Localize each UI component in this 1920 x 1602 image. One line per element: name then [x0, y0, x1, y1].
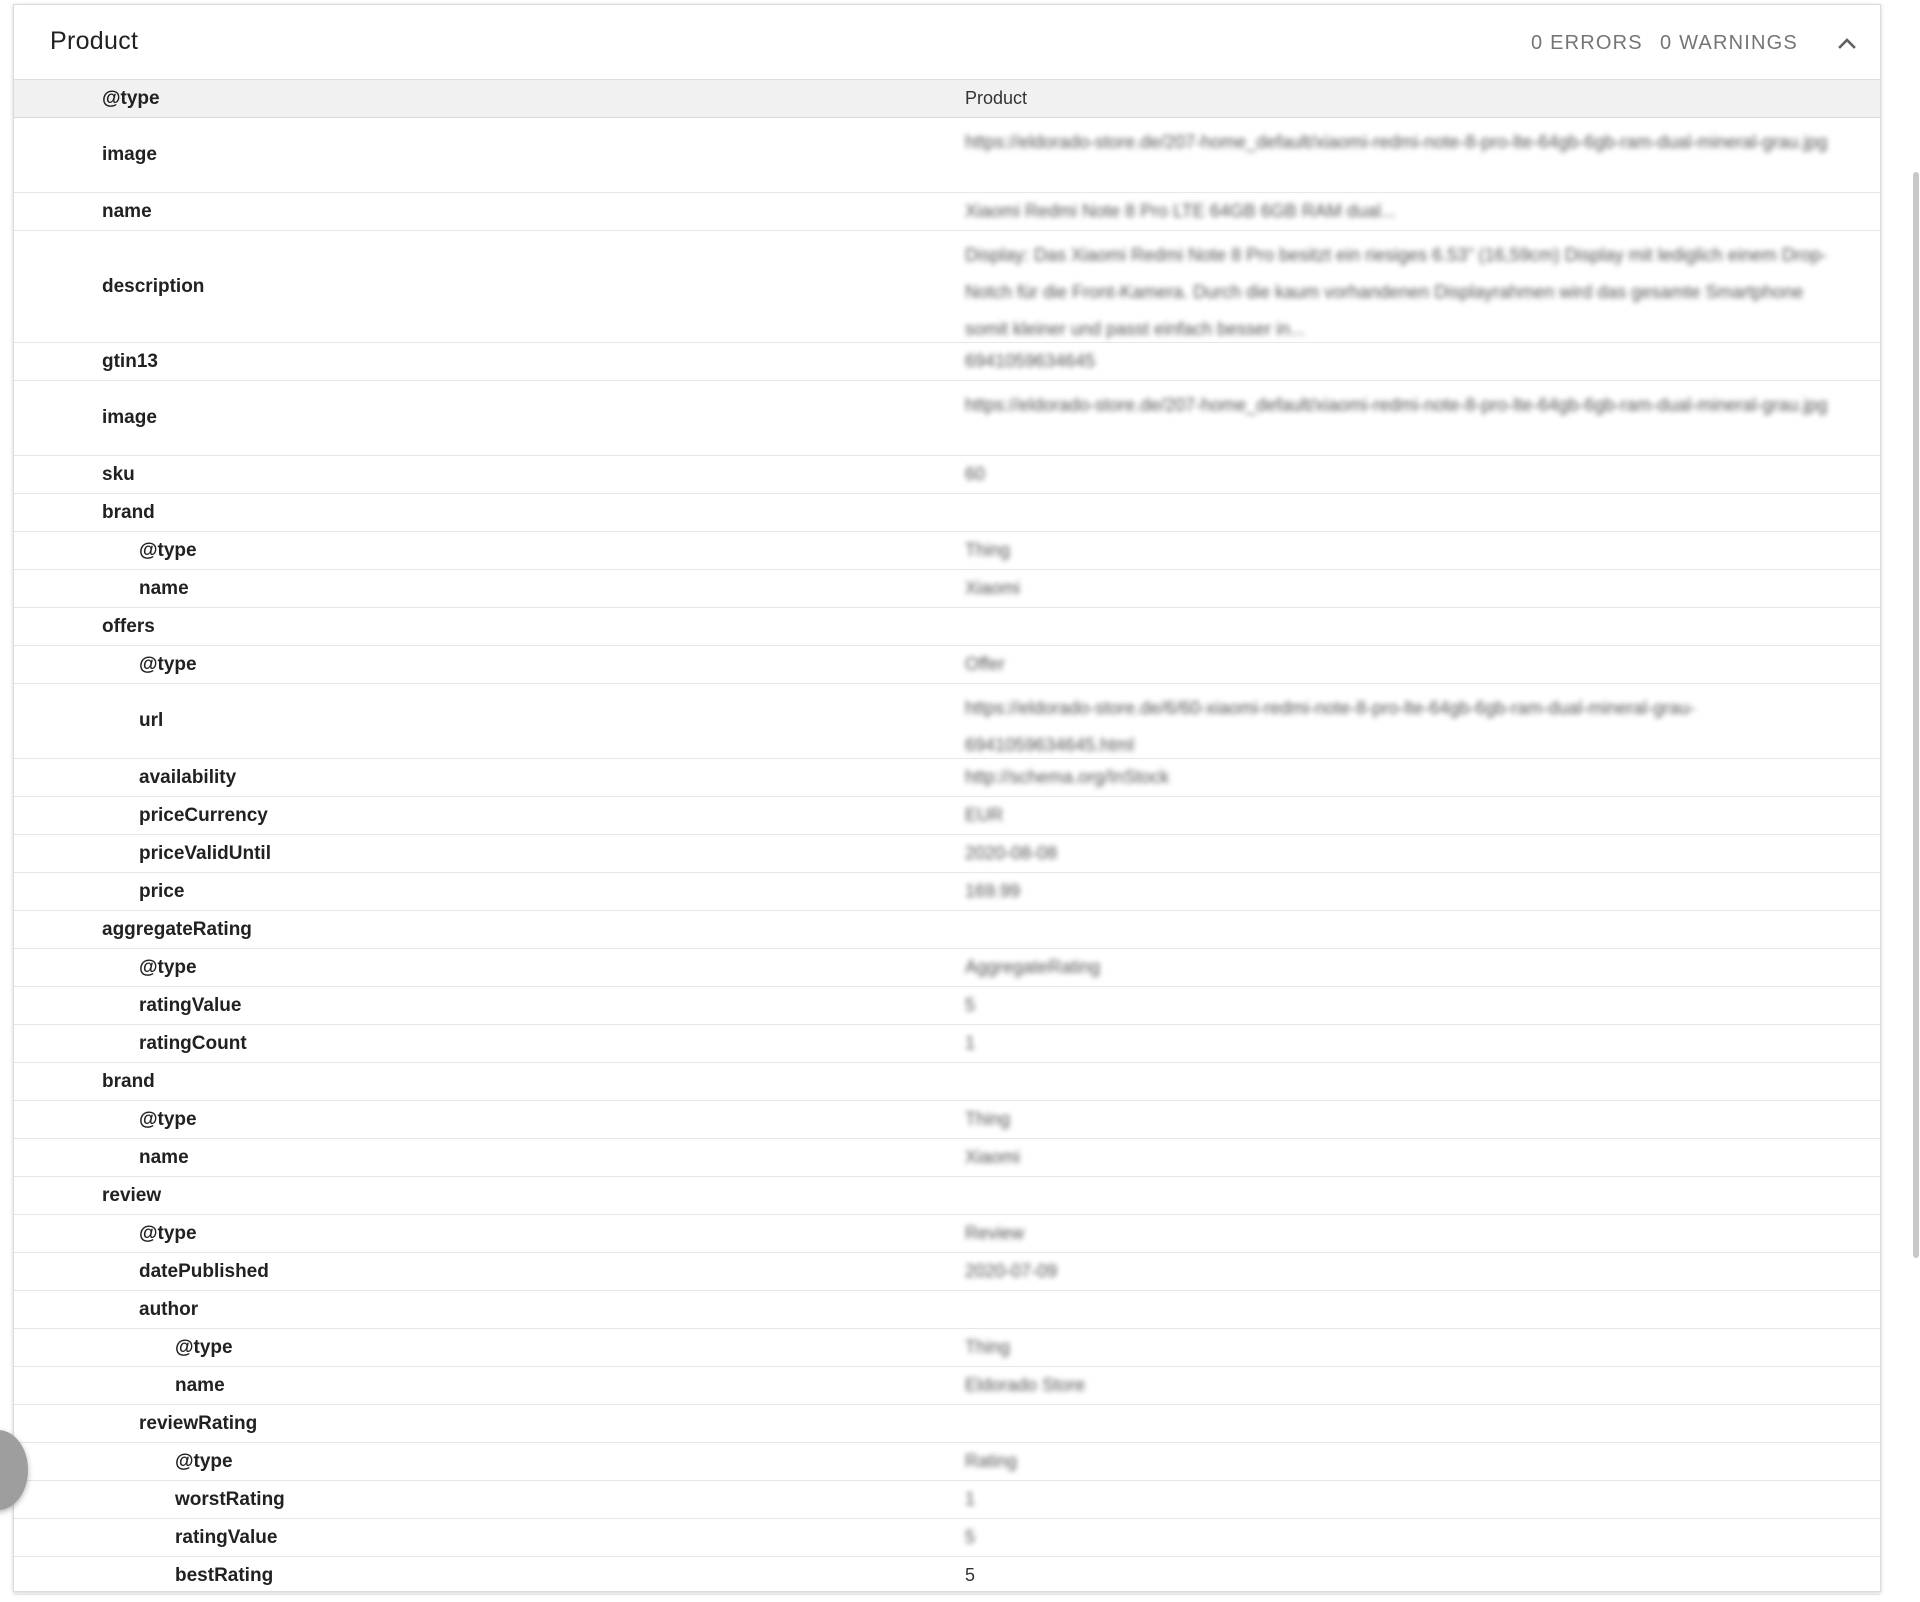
- table-row: [14, 1405, 1880, 1443]
- property-value: 1: [965, 1489, 976, 1509]
- property-value: Xiaomi: [965, 578, 1021, 598]
- table-row: [14, 494, 1880, 532]
- property-key: review: [102, 1184, 162, 1206]
- property-value: [965, 494, 1880, 531]
- property-key: reviewRating: [139, 1412, 258, 1434]
- property-value: 169.99: [965, 881, 1021, 901]
- property-key: ratingCount: [139, 1032, 247, 1054]
- property-key: name: [175, 1374, 225, 1396]
- property-key: datePublished: [139, 1260, 269, 1282]
- property-key: name: [102, 200, 152, 222]
- property-value: 2020-08-08: [965, 843, 1058, 863]
- table-row: [14, 1139, 1880, 1177]
- property-key: brand: [102, 1070, 155, 1092]
- property-key: url: [139, 710, 164, 731]
- property-value: 6941059634645: [965, 351, 1096, 371]
- table-row: [14, 1329, 1880, 1367]
- table-row: [14, 1481, 1880, 1519]
- table-row: [14, 949, 1880, 987]
- property-value: Product: [965, 88, 1028, 108]
- property-value: [965, 1405, 1880, 1442]
- property-value: https://eldorado-store.de/207-home_default/xiaomi-redmi-note-8-pro-lte-64gb-6gb-ram-dual-mineral-grau.jpg: [965, 132, 1828, 152]
- property-value: 1: [965, 1033, 976, 1053]
- property-key: @type: [139, 653, 197, 675]
- table-row: [14, 1443, 1880, 1481]
- property-key: aggregateRating: [102, 918, 252, 940]
- property-key: @type: [139, 956, 197, 978]
- property-value: Thing: [965, 1337, 1011, 1357]
- table-row: [14, 1215, 1880, 1253]
- table-row: [14, 797, 1880, 835]
- property-value: [965, 1291, 1880, 1328]
- property-value: 2020-07-09: [965, 1261, 1058, 1281]
- property-value: http://schema.org/InStock: [965, 767, 1170, 787]
- property-key: name: [139, 1146, 189, 1168]
- property-value: Offer: [965, 654, 1005, 674]
- table-row: [14, 570, 1880, 608]
- property-value: Xiaomi Redmi Note 8 Pro LTE 64GB 6GB RAM dual...: [965, 201, 1396, 221]
- table-row: [14, 1253, 1880, 1291]
- property-value: Eldorado Store: [965, 1375, 1086, 1395]
- table-row: [14, 1101, 1880, 1139]
- property-value: 5: [965, 995, 976, 1015]
- table-row: [14, 1367, 1880, 1405]
- property-value: Rating: [965, 1451, 1018, 1471]
- table-row: [14, 193, 1880, 231]
- property-key: offers: [102, 615, 155, 637]
- product-card: [13, 4, 1881, 1592]
- property-key: brand: [102, 501, 155, 523]
- warnings-count: 0 WARNINGS: [1660, 32, 1798, 54]
- property-value: [965, 1063, 1880, 1100]
- property-value: AggregateRating: [965, 957, 1101, 977]
- property-key: author: [139, 1298, 199, 1320]
- property-key: ratingValue: [139, 994, 242, 1016]
- property-value: https://eldorado-store.de/6/60-xiaomi-redmi-note-8-pro-lte-64gb-6gb-ram-dual-mineral-grau-6941059634645.html: [965, 698, 1696, 755]
- property-key: ratingValue: [175, 1526, 278, 1548]
- property-value: [965, 608, 1880, 645]
- errors-count: 0 ERRORS: [1531, 32, 1643, 54]
- table-row: [14, 987, 1880, 1025]
- property-key: availability: [139, 766, 237, 788]
- table-row: [14, 911, 1880, 949]
- property-key: @type: [139, 539, 197, 561]
- property-value: 60: [965, 464, 986, 484]
- property-key: bestRating: [175, 1564, 274, 1586]
- table-row: [14, 381, 1880, 456]
- table-row: [14, 1177, 1880, 1215]
- property-key: image: [102, 144, 157, 165]
- property-key: name: [139, 577, 189, 599]
- property-key: priceCurrency: [139, 804, 268, 826]
- property-value: Review: [965, 1223, 1025, 1243]
- property-key: gtin13: [102, 350, 158, 372]
- property-key: sku: [102, 463, 135, 485]
- property-key: description: [102, 275, 205, 297]
- table-row: [14, 1557, 1880, 1595]
- property-value: https://eldorado-store.de/207-home_default/xiaomi-redmi-note-8-pro-lte-64gb-6gb-ram-dual-mineral-grau.jpg: [965, 395, 1828, 415]
- property-value: Xiaomi: [965, 1147, 1021, 1167]
- property-value: Thing: [965, 1109, 1011, 1129]
- property-key: @type: [102, 87, 160, 109]
- property-value: 5: [965, 1527, 976, 1547]
- table-row: [14, 684, 1880, 759]
- table-row: [14, 118, 1880, 193]
- property-key: @type: [175, 1336, 233, 1358]
- property-key: price: [139, 880, 185, 902]
- table-row: [14, 456, 1880, 494]
- property-value: [965, 1177, 1880, 1214]
- property-key: image: [102, 407, 157, 428]
- chevron-up-icon[interactable]: [1833, 29, 1861, 57]
- table-row: [14, 1063, 1880, 1101]
- property-key: @type: [139, 1108, 197, 1130]
- property-key: @type: [175, 1450, 233, 1472]
- property-value: EUR: [965, 805, 1004, 825]
- table-row: [14, 343, 1880, 381]
- property-value: Thing: [965, 540, 1011, 560]
- property-key: @type: [139, 1222, 197, 1244]
- table-row: [14, 80, 1880, 118]
- table-row: [14, 873, 1880, 911]
- table-row: [14, 646, 1880, 684]
- table-row: [14, 1519, 1880, 1557]
- table-row: [14, 835, 1880, 873]
- card-header[interactable]: [14, 5, 1880, 80]
- table-row: [14, 231, 1880, 343]
- scrollbar[interactable]: [1913, 172, 1919, 1258]
- table-row: [14, 759, 1880, 797]
- property-key: worstRating: [175, 1488, 285, 1510]
- table-row: [14, 608, 1880, 646]
- card-title: Product: [50, 27, 139, 55]
- property-value: 5: [965, 1565, 976, 1585]
- table-row: [14, 1025, 1880, 1063]
- property-value: Display: Das Xiaomi Redmi Note 8 Pro besitzt ein riesiges 6.53" (16,59cm) Display mit lediglich einem Drop-Notch für die Front-Kamera. Durch die kaum vorhandenen Displayrahmen wird das gesamte Smartphone somit kleiner und passt einfach besser in...: [965, 245, 1827, 339]
- property-key: priceValidUntil: [139, 842, 271, 864]
- properties-table: [14, 80, 1880, 1595]
- table-row: [14, 532, 1880, 570]
- table-row: [14, 1291, 1880, 1329]
- property-value: [965, 911, 1880, 948]
